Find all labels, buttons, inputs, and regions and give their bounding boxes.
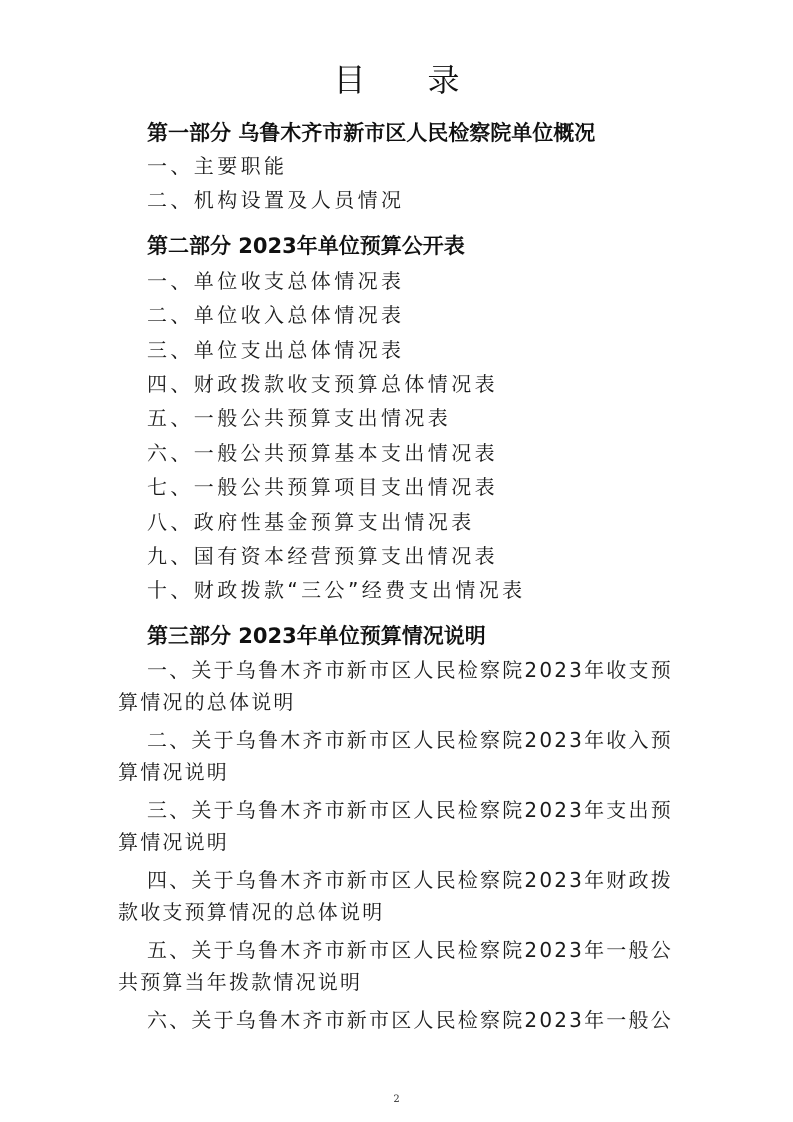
toc-item: 一、单位收支总体情况表 [147,269,405,293]
toc-paragraph [118,1004,678,1036]
toc-paragraph [118,934,678,998]
paragraph-line: 二、关于乌鲁木齐市新市区人民检察院2023年收入预 [147,728,673,752]
paragraph-line: 三、关于乌鲁木齐市新市区人民检察院2023年支出预 [147,798,673,822]
paragraph-line: 共预算当年拨款情况说明 [118,970,363,994]
paragraph-line: 算情况说明 [118,760,229,784]
page-title-part-2: 录 [427,61,460,99]
toc-item: 二、机构设置及人员情况 [147,188,405,212]
toc-paragraph [118,654,678,718]
toc-item: 十、财政拨款“三公”经费支出情况表 [147,578,526,602]
section-heading-3: 第三部分 2023年单位预算情况说明 [147,624,486,648]
paragraph-line: 算情况的总体说明 [118,690,296,714]
toc-item: 五、一般公共预算支出情况表 [147,406,452,430]
toc-item: 三、单位支出总体情况表 [147,338,405,362]
section-heading-2: 第二部分 2023年单位预算公开表 [147,234,465,258]
paragraph-line: 四、关于乌鲁木齐市新市区人民检察院2023年财政拨 [147,868,673,892]
paragraph-line: 五、关于乌鲁木齐市新市区人民检察院2023年一般公 [147,938,673,962]
toc-item: 九、国有资本经营预算支出情况表 [147,544,498,568]
toc-paragraph [118,864,678,928]
toc-paragraph [118,724,678,788]
section-heading-1: 第一部分 乌鲁木齐市新市区人民检察院单位概况 [147,121,596,145]
toc-item: 六、一般公共预算基本支出情况表 [147,441,498,465]
page-title-part-1: 目 [333,61,366,99]
toc-item: 七、一般公共预算项目支出情况表 [147,475,498,499]
toc-paragraph [118,794,678,858]
toc-item: 四、财政拨款收支预算总体情况表 [147,372,498,396]
paragraph-line: 款收支预算情况的总体说明 [118,900,385,924]
paragraph-line: 六、关于乌鲁木齐市新市区人民检察院2023年一般公 [147,1008,673,1032]
toc-item: 一、主要职能 [147,154,288,178]
toc-item: 八、政府性基金预算支出情况表 [147,510,475,534]
page-number: 2 [393,1094,400,1105]
toc-item: 二、单位收入总体情况表 [147,303,405,327]
paragraph-line: 算情况说明 [118,830,229,854]
paragraph-line: 一、关于乌鲁木齐市新市区人民检察院2023年收支预 [147,658,673,682]
page-title [0,58,793,102]
